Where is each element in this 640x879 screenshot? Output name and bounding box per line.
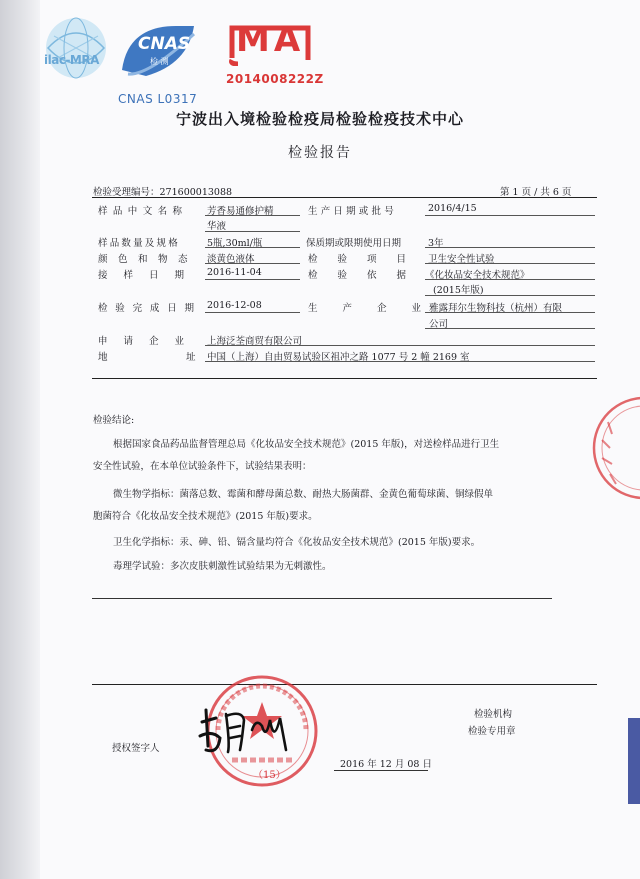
institution-label: 检验机构: [474, 709, 513, 720]
organization-name: 宁波出入境检验检疫局检验检疫技术中心: [175, 110, 464, 128]
underline: [425, 328, 595, 329]
signature-area-rule: [92, 684, 597, 685]
conclusion-p2-line2: 胞菌符合《化妆品安全技术规范》(2015 年版)要求。: [93, 511, 318, 522]
test-item-value: 卫生安全性试验: [428, 254, 495, 265]
receive-date-value: 2016-11-04: [207, 267, 262, 278]
acceptance-value: 271600013088: [159, 187, 233, 198]
conclusion-p4: 毒理学试验：多次皮肤刺激性试验结果为无刺激性。: [113, 561, 332, 572]
cnas-logo-word: CNAS: [138, 34, 191, 54]
shelf-life-value: 3年: [428, 238, 444, 249]
ilac-logo-text: ilac-MRA: [44, 53, 99, 67]
quantity-label: 样品数量及规格: [98, 238, 180, 249]
basis-label: 检验依据: [308, 270, 427, 281]
underline: [205, 279, 300, 280]
test-item-label: 检验项目: [308, 254, 427, 265]
underline: [425, 215, 595, 216]
conclusion-p2-line1: 微生物学指标：菌落总数、霉菌和酵母菌总数、耐热大肠菌群、金黄色葡萄球菌、铜绿假单: [113, 489, 494, 500]
underline: [205, 345, 595, 346]
table-bottom-rule: [92, 378, 597, 379]
authorized-signer-label: 授权签字人: [112, 743, 160, 754]
underline: [425, 263, 595, 264]
report-title: 检验报告: [288, 145, 352, 161]
conclusion-end-rule: [92, 598, 552, 599]
completion-date-label: 检验完成日期: [98, 303, 202, 314]
basis-value-1: 《化妆品安全技术规范》: [425, 270, 530, 281]
date-underline: [334, 770, 428, 771]
handwritten-signature: [196, 700, 292, 760]
seal-number: （15）: [253, 770, 286, 781]
page-number: 第 1 页 / 共 6 页: [500, 187, 572, 198]
address-label-2: 址: [186, 352, 196, 363]
acceptance-number: [93, 184, 232, 198]
cnas-cert-number: CNAS L0317: [118, 92, 198, 106]
color-value: 淡黄色液体: [207, 254, 255, 265]
underline: [205, 312, 300, 313]
binding-margin: [0, 0, 40, 879]
conclusion-title: 检验结论:: [93, 415, 135, 426]
cnas-logo-sub: 检 测: [150, 57, 169, 66]
underline: [205, 231, 300, 232]
manufacturer-value-1: 雅露拜尔生物科技（杭州）有限: [429, 303, 563, 314]
production-date-label: 生产日期或批号: [308, 206, 397, 217]
partial-seal-stamp: [588, 392, 640, 504]
underline: [205, 263, 300, 264]
table-top-rule: [92, 197, 597, 198]
name-cn-label: 样品中文名称: [98, 206, 188, 217]
basis-value-2: (2015年版): [433, 285, 484, 296]
underline: [425, 247, 595, 248]
page-edge-tab: [628, 718, 640, 804]
production-date-value: 2016/4/15: [428, 203, 477, 214]
acceptance-label: 检验受理编号：: [93, 187, 160, 198]
name-cn-value-1: 芳香易通修护精: [207, 206, 274, 217]
underline: [425, 279, 595, 280]
completion-date-value: 2016-12-08: [207, 300, 262, 311]
name-cn-value-2: 华液: [207, 221, 227, 232]
issue-date: 2016 年 12 月 08 日: [340, 759, 432, 770]
underline: [425, 312, 595, 313]
ilac-mra-logo: [40, 14, 112, 82]
conclusion-p1-line2: 安全性试验，在本单位试验条件下，试验结果表明：: [93, 461, 312, 472]
manufacturer-label: 生产企业: [308, 303, 447, 314]
conclusion-p3: 卫生化学指标：汞、砷、铅、镉含量均符合《化妆品安全技术规范》(2015 年版)要求。: [113, 537, 481, 548]
seal-label: 检验专用章: [468, 726, 516, 737]
conclusion-p1-line1: 根据国家食品药品监督管理总局《化妆品安全技术规范》(2015 年版)，对送检样品进行卫生: [113, 439, 500, 450]
address-value: 中国（上海）自由贸易试验区祖冲之路 1077 号 2 幢 2169 室: [207, 352, 470, 363]
cma-logo-word: MA: [236, 20, 305, 60]
color-label: 颜色和物态: [98, 254, 199, 265]
applicant-value: 上海泛荃商贸有限公司: [207, 336, 303, 347]
institution-seal-label: [468, 706, 516, 740]
underline: [205, 247, 300, 248]
applicant-label: 申请企业: [98, 336, 201, 347]
underline: [425, 295, 595, 296]
cma-cert-number: 2014008222Z: [226, 72, 324, 86]
manufacturer-value-2: 公司: [429, 319, 449, 330]
underline: [205, 215, 300, 216]
quantity-value: 5瓶,30ml/瓶: [207, 238, 263, 249]
address-label-1: 地: [98, 352, 108, 363]
receive-date-label: 接样日期: [98, 270, 201, 281]
shelf-life-label: 保质期或限期使用日期: [306, 238, 402, 249]
underline: [205, 361, 595, 362]
